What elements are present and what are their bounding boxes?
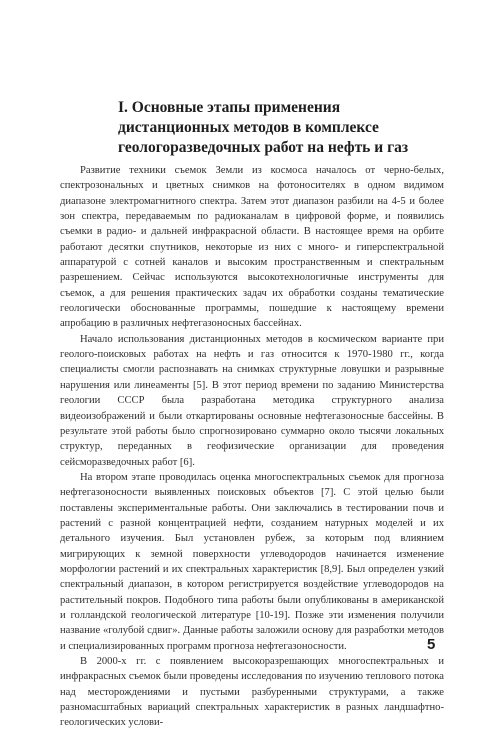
paragraph: Развитие техники съемок Земли из космоса началось от черно-белых, спектрозональных и цветных снимков на фотоносителях в одном видимом диапазоне электромагнитного спектра. Затем этот диапазон разбили на 4-5 и более зон спектра, передаваемым по радиоканалам в цифровой форме, и появились съемки в радио- и дальней инфракрасной области. В настоящее время на орбите работают десятки спутников, некоторые из них с много- и гиперспектральной аппаратурой с сотней каналов и высоким пространственным и спектральным разрешением. Сейчас используются высокотехнологичные инструменты для съемок, а для решения практических задач их обработки созданы тематические геологически обоснованные программы, пошедшие к настоящему времени апробацию в различных нефтегазоносных бассейнах. xyxy=(60,165,444,330)
heading-line-3: геологоразведочных работ на нефть и газ xyxy=(118,139,409,156)
paragraph: На втором этапе проводилась оценка многоспектральных съемок для прогноза нефтегазоносности выявленных поисковых объектов [7]. С этой целью были поставлены экспериментальные работы. Они заключались в тестировании почв и растений с разной концентрацией нефти, созданием натурных моделей и их детального изучения. Был установлен рубеж, за которым под влиянием мигрирующих к земной поверхности углеводородов начинается изменение морфологии растений и их спектральных характеристик [8,9]. Был определен узкий спектральный диапазон, в котором регистрируется воздействие углеводородов на растительный покров. Подобного типа работы были опубликованы в американской и голландской геологической литературе [10-19]. Позже эти изменения получили название «голубой сдвиг». Данные работы заложили основу для разработки методов и специализированных программ прогноза нефтегазоносности. xyxy=(60,471,444,652)
paragraph: В 2000-х гг. с появлением высокоразрешающих многоспектральных и инфракрасных съемок были проведены исследования по изучению теплового потока над месторождениями и пустыми разбуренными структурами, а также разномасштабных вариаций спектральных характеристик в разных ландшафтно-геологических услови- xyxy=(60,656,444,729)
page-number: 5 xyxy=(427,636,436,653)
paragraph: Начало использования дистанционных методов в космическом варианте при геолого-поисковых работах на нефть и газ относится к 1970-1980 гг., когда специалисты смогли распознавать на снимках структурные ловушки и разрывные нарушения или линеаменты [5]. В этот период времени по заданию Министерства геологии СССР была разработана методика структурного анализа видеоизображений и были откартированы основные нефтегазоносные бассейны. В результате этой работы было спрогнозировано суммарно около тысячи локальных структур, переданных в геофизические организации для проведения сейсморазведочных работ [6]. xyxy=(60,333,444,468)
heading-line-1: I. Основные этапы применения xyxy=(118,99,341,116)
chapter-heading xyxy=(118,98,448,158)
heading-line-2: дистанционных методов в комплексе xyxy=(118,119,379,136)
body-text xyxy=(60,163,444,731)
